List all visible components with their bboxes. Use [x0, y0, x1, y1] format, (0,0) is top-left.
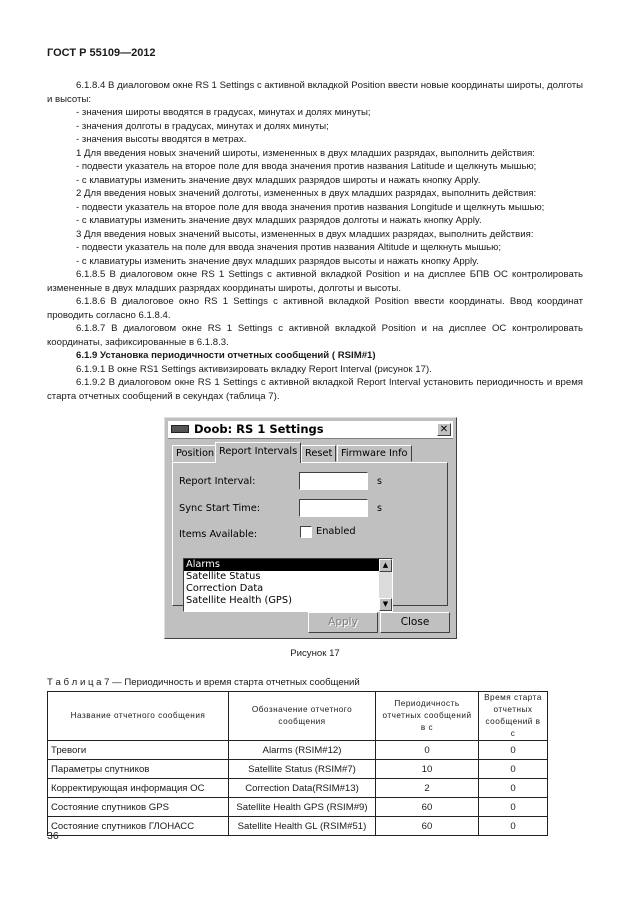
table-row	[48, 760, 548, 779]
close-button[interactable]: Close	[380, 612, 450, 633]
paragraph: 2 Для введения новых значений долготы, измененных в двух младших разрядах, выполнить действия:	[76, 188, 537, 199]
report-interval-input[interactable]	[299, 472, 368, 490]
column-header: Обозначение отчетного сообщения	[229, 692, 376, 741]
message-table	[47, 691, 548, 836]
table-cell: Satellite Status (RSIM#7)	[229, 760, 376, 779]
paragraph: - значения широты вводятся в градусах, минутах и долях минуты;	[76, 107, 371, 118]
table-cell: 60	[376, 798, 479, 817]
column-header: Название отчетного сообщения	[48, 692, 229, 741]
rs1-settings-dialog	[164, 417, 457, 639]
table-cell: Тревоги	[48, 741, 229, 760]
table-caption: Т а б л и ц а 7 — Периодичность и время старта отчетных сообщений	[47, 677, 360, 688]
report-interval-unit: s	[377, 476, 382, 487]
tab-firmware-info[interactable]: Firmware Info	[337, 445, 412, 462]
table-cell: Состояние спутников GPS	[48, 798, 229, 817]
paragraph: - с клавиатуры изменить значение двух младших разрядов высоты и нажать кнопку Apply.	[76, 255, 479, 267]
report-interval-label: Report Interval:	[179, 476, 256, 487]
table-cell: Satellite Health GPS (RSIM#9)	[229, 798, 376, 817]
sync-start-label: Sync Start Time:	[179, 503, 261, 514]
listbox-scrollbar[interactable]	[379, 559, 392, 611]
table-row	[48, 741, 548, 760]
apply-button[interactable]: Apply	[308, 612, 378, 633]
paragraph: 6.1.9 Установка периодичности отчетных сообщений ( RSIM#1)	[76, 350, 376, 361]
scroll-down-icon[interactable]: ▼	[379, 598, 392, 611]
paragraph: - значения долготы в градусах, минутах и долях минуты;	[76, 120, 329, 132]
figure-caption: Рисунок 17	[290, 648, 340, 659]
table-row	[48, 798, 548, 817]
table-row	[48, 779, 548, 798]
paragraph: 1 Для введения новых значений широты, измененных в двух младших разрядах, выполнить действия:	[76, 147, 535, 159]
list-item[interactable]: Correction Data	[186, 583, 264, 594]
document-header: ГОСТ Р 55109—2012	[47, 47, 156, 59]
page-number: 36	[47, 830, 59, 842]
close-window-button[interactable]: ✕	[437, 423, 451, 436]
body-text	[47, 79, 583, 403]
enabled-checkbox[interactable]	[300, 526, 312, 538]
paragraph: 6.1.8.7 В диалоговом окне RS 1 Settings с активной вкладкой Position и на дисплее ОС контролировать координаты, зафиксированные в 6.1.8.3.	[47, 323, 583, 348]
table-header-row	[48, 692, 548, 741]
table-cell: 0	[479, 798, 548, 817]
table-cell: 10	[376, 760, 479, 779]
paragraph: - подвести указатель на второе поле для ввода значения против названия Longitude и щелкнуть мышью;	[76, 201, 545, 213]
table-cell: Состояние спутников ГЛОНАСС	[48, 817, 229, 836]
paragraph: 6.1.9.2 В диалоговом окне RS 1 Settings с активной вкладкой Report Interval установить периодичность и время старта отчетных сообщений в секундах (таблица 7).	[47, 377, 583, 402]
table-cell: 0	[479, 817, 548, 836]
paragraph: 6.1.8.5 В диалоговом окне RS 1 Settings с активной вкладкой Position и на дисплее БПВ ОС контролировать измененные в двух младших разрядах координаты широты, долготы и высоты.	[47, 269, 583, 294]
tab-reset[interactable]: Reset	[301, 445, 336, 462]
column-header: Время старта отчетных сообщений в с	[479, 692, 548, 741]
table-cell: Satellite Health GL (RSIM#51)	[229, 817, 376, 836]
scroll-up-icon[interactable]: ▲	[379, 559, 392, 572]
items-listbox[interactable]	[183, 558, 393, 612]
table-cell: Correction Data(RSIM#13)	[229, 779, 376, 798]
list-item[interactable]: Satellite Health (GPS)	[186, 595, 292, 606]
paragraph: 6.1.9.1 В окне RS1 Settings активизировать вкладку Report Interval (рисунок 17).	[76, 363, 432, 375]
app-icon	[171, 425, 189, 433]
paragraph: - подвести указатель на поле для ввода значения против названия Altitude и щелкнуть мышью;	[76, 242, 502, 253]
tab-report-intervals[interactable]: Report Intervals	[215, 442, 301, 463]
tab-position[interactable]: Position	[172, 445, 218, 462]
table-cell: Alarms (RSIM#12)	[229, 741, 376, 760]
sync-start-unit: s	[377, 503, 382, 514]
items-available-label: Items Available:	[179, 529, 258, 540]
table-cell: 0	[479, 741, 548, 760]
table-cell: 0	[479, 760, 548, 779]
paragraph: - с клавиатуры изменить значение двух младших разрядов долготы и нажать кнопку Apply.	[76, 215, 482, 226]
sync-start-input[interactable]	[299, 499, 368, 517]
table-cell: Корректирующая информация ОС	[48, 779, 229, 798]
table-cell: 60	[376, 817, 479, 836]
paragraph: - с клавиатуры изменить значение двух младших разрядов широты и нажать кнопку Apply.	[76, 174, 481, 186]
table-cell: Параметры спутников	[48, 760, 229, 779]
table-cell: 0	[479, 779, 548, 798]
column-header: Периодичность отчетных сообщений в с	[376, 692, 479, 741]
enabled-label: Enabled	[316, 526, 356, 537]
table-cell: 2	[376, 779, 479, 798]
paragraph: 6.1.8.4 В диалоговом окне RS 1 Settings с активной вкладкой Position ввести новые координаты широты, долготы и высоты:	[47, 80, 583, 105]
paragraph: 3 Для введения новых значений высоты, измененных в двух младших разрядах, выполнить действия:	[76, 228, 534, 240]
paragraph: - подвести указатель на второе поле для ввода значения против названия Latitude и щелкнуть мышью;	[76, 161, 537, 172]
dialog-title: Doob: RS 1 Settings	[194, 422, 324, 436]
paragraph: - значения высоты вводятся в метрах.	[76, 134, 247, 145]
list-item[interactable]: Satellite Status	[186, 571, 261, 582]
report-intervals-panel	[172, 462, 448, 606]
table-row	[48, 817, 548, 836]
paragraph: 6.1.8.6 В диалоговое окно RS 1 Settings с активной вкладкой Position ввести координаты. Ввод координат проводить согласно 6.1.8.4.	[47, 296, 583, 321]
title-bar[interactable]	[168, 421, 453, 439]
list-item[interactable]: Alarms	[184, 559, 379, 571]
table-cell: 0	[376, 741, 479, 760]
